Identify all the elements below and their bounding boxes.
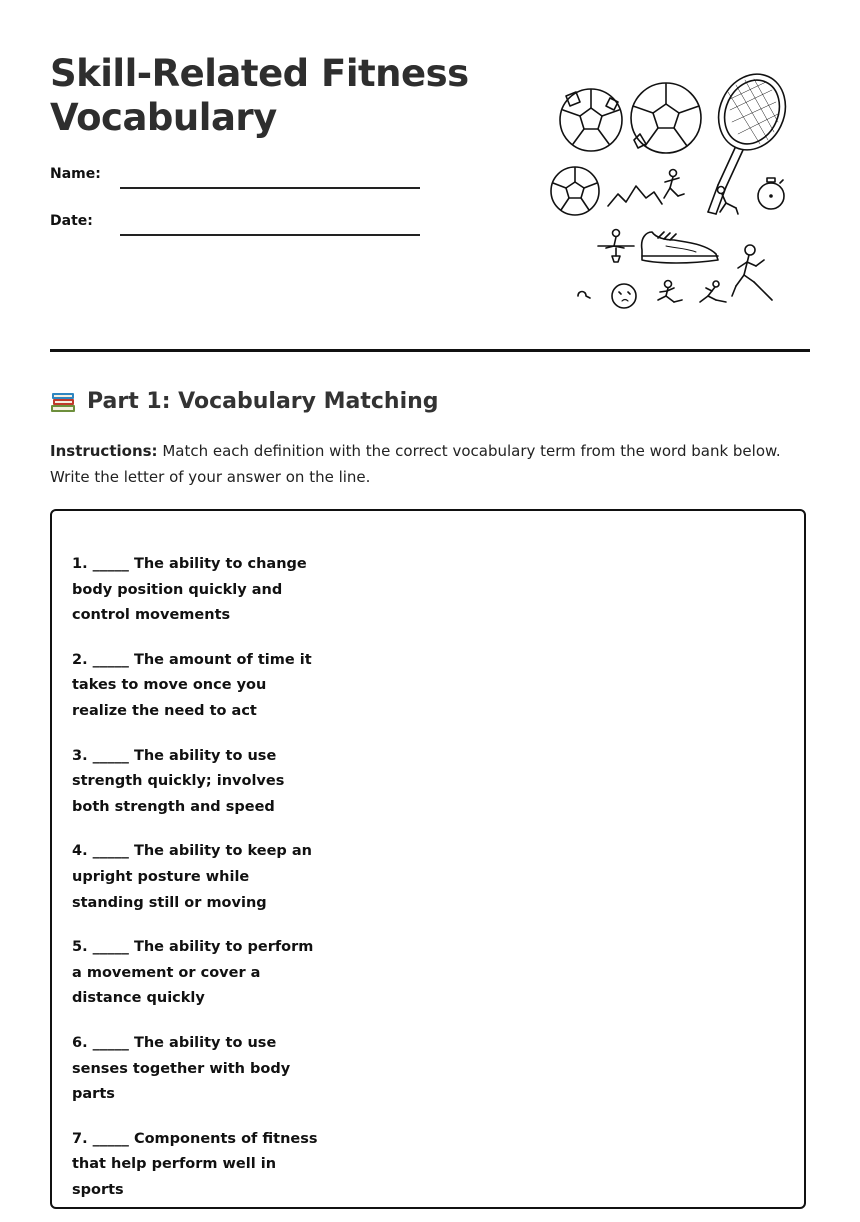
runner-icon — [664, 170, 684, 199]
definition-item-6: 6. _____ The ability to use senses together with body parts — [72, 1034, 291, 1103]
sneaker-icon — [642, 232, 718, 263]
soccer-ball-icon — [560, 89, 622, 151]
instructions — [50, 438, 810, 490]
definition-item-2: 2. _____ The amount of time it takes to move once you realize the need to act — [72, 651, 312, 719]
definition-item-4: 4. _____ The ability to keep an upright posture while standing still or moving — [72, 843, 312, 911]
definition-item-3: 3. _____ The ability to use strength quickly; involves both strength and speed — [72, 747, 285, 815]
stopwatch-icon — [758, 178, 784, 209]
curve-icon — [578, 292, 590, 299]
instructions-label: Instructions: — [50, 442, 158, 460]
title-line-2: Vocabulary — [50, 96, 277, 139]
instructions-text: Match each definition with the correct vocabulary term from the word bank below. Write the letter of your answer on the line. — [50, 442, 781, 486]
part1-heading-text: Part 1: Vocabulary Matching — [87, 388, 439, 414]
definition-item-5: 5. _____ The ability to perform a movement or cover a distance quickly — [72, 939, 314, 1007]
balance-beam-icon — [598, 230, 634, 263]
matching-box — [50, 509, 806, 1209]
books-icon — [50, 388, 77, 414]
runner-icon — [732, 245, 772, 300]
header-divider — [50, 349, 810, 352]
runner-icon — [658, 281, 682, 303]
page-title — [50, 52, 520, 140]
title-line-1: Skill-Related Fitness — [50, 52, 469, 95]
definition-list — [72, 552, 322, 1222]
soccer-ball-icon — [551, 167, 599, 215]
name-field[interactable] — [120, 187, 420, 189]
date-label: Date: — [50, 213, 93, 229]
definition-item-7: 7. _____ Components of fitness that help perform well in sports — [72, 1130, 318, 1198]
sports-illustration — [540, 70, 800, 320]
runner-icon — [700, 281, 726, 302]
soccer-ball-icon — [631, 83, 701, 153]
part1-heading — [50, 388, 439, 414]
mountain-icon — [608, 186, 662, 206]
definition-item-1: 1. _____ The ability to change body position quickly and control movements — [72, 556, 307, 624]
name-label: Name: — [50, 166, 101, 182]
date-field[interactable] — [120, 234, 420, 236]
dizzy-face-icon — [612, 284, 636, 308]
